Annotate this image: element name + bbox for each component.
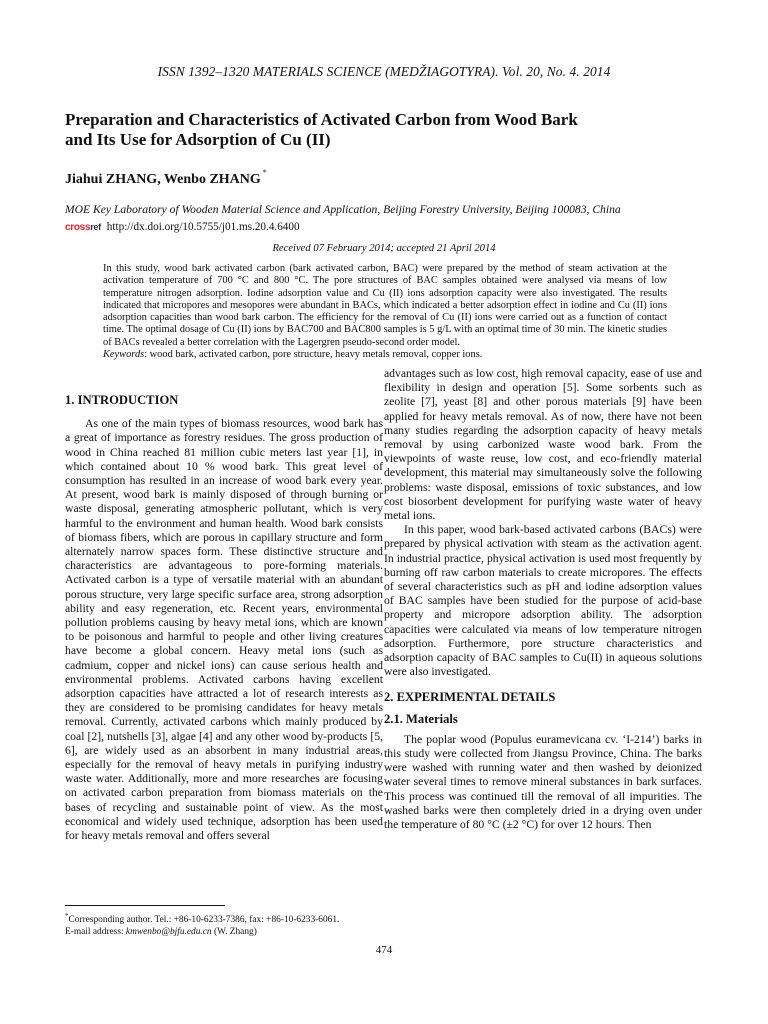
email-label: E-mail address: xyxy=(65,926,126,937)
intro-paragraph-1: As one of the main types of biomass resources, wood bark has a great of importance as forestry residues. The gross production of wood in China reached 81 million cubic meters last year [1], in which contained about 10 % wood bark. This great level of consumption has resulted in an increase of wood bark every year. At present, wood bark is mainly disposed of through burning or waste disposal, generating atmospheric pollutant, which is very harmful to the environment and human health. Wood bark consists of biomass fibers, which are porous in capillary structure and form alternately narrow spaces form. These distinctive structure and characteristics are advantageous to pore-forming materials. Activated carbon is a type of versatile material with an abundant porous structure, very large specific surface area, strong adsorption ability and easy regeneration, etc. Recent years, environmental pollution problems causing by heavy metal ions, which are known to be poisonous and harmful to people and other living creatures have become a global concern. Heavy metal ions (such as cadmium, copper and nickel ions) can cause serious health and environmental problems. Activated carbons having excellent adsorption capacities have attracted a lot of research interests as they are considered to be promising candidates for heavy metals removal. Currently, activated carbons which mainly produced by coal [2], nutshells [3], algae [4] and any other wood by-products [5, 6], are widely used as an absorbent in many industrial areas, especially for the removal of heavy metals in purifying industry waste water. Additionally, more and more researches are focusing on activated carbon preparation from biomass materials on the bases of recycling and sustainable point of view. As the most economical and widely used technique, adsorption has been used for heavy metals removal and offers several xyxy=(65,417,383,843)
email-link[interactable]: kmwenbo@bjfu.edu.cn xyxy=(125,926,212,937)
intro-paragraph-continued: advantages such as low cost, high removal capacity, ease of use and flexibility in design and operation [5]. Some sorbents such as zeolite [7], yeast [8] and other porous materials [9] have been applied for heavy metals removal. As of now, there have not been many studies regarding the adsorption capacity of heavy metals removal by using carbonized waste wood bark. From the viewpoints of waste reuse, low cost, and eco-friendly material development, this material may simultaneously solve the following problems: waste disposal, emissions of toxic substances, and low cost biosorbent development for purifying waste water of heavy metal ions. xyxy=(384,367,702,523)
section-heading-experimental: 2. EXPERIMENTAL DETAILS xyxy=(384,690,556,705)
keywords-text: : wood bark, activated carbon, pore structure, heavy metals removal, copper ions. xyxy=(144,349,483,361)
title-line-1: Preparation and Characteristics of Activated Carbon from Wood Bark xyxy=(65,110,578,129)
doi-row xyxy=(65,221,300,233)
abstract xyxy=(103,263,667,361)
materials-paragraph: The poplar wood (Populus euramevicana cv. ‘I-214’) barks in this study were collected from Jiangsu Province, China. The barks were washed with running water and then washed by deionized water several times to remove mineral substances in bark surfaces. This process was continued till the removal of all impurities. The washed barks were then completely dried in a drying oven under the temperature of 80 °C (±2 °C) for over 12 hours. Then xyxy=(384,732,702,832)
right-column xyxy=(384,367,702,832)
crossref-logo-part2: ref xyxy=(90,221,101,232)
footnote-line-1 xyxy=(65,911,395,927)
keywords-label: Keywords xyxy=(103,349,145,361)
abstract-text: In this study, wood bark activated carbon (bark activated carbon, BAC) were prepared by the method of steam activation at the activation temperature of 700 °C and 800 °C. The pore structures of BAC samples obtained were analysed via means of low temperature nitrogen adsorption. Iodine adsorption value and Cu (II) ions adsorption capacity were also investigated. The results indicated that micropores and mesopores were abundant in BACs, which indicated a better adsorption effect in iodine and Cu (II) ions adsorption capacities than wood bark carbon. The efficiency for the removal of Cu (II) ions were carried out as a function of contact time. The optimal dosage of Cu (II) ions by BAC700 and BAC800 samples is 5 g/L with an optimal time of 30 min. The kinetic studies of BACs revealed a better correlation with the Lagergren pseudo-second order model. xyxy=(103,263,667,348)
received-dates: Received 07 February 2014; accepted 21 April 2014 xyxy=(272,243,496,254)
footnote-mark: * xyxy=(65,912,69,920)
crossref-logo-part1: cross xyxy=(65,221,91,233)
email-suffix: (W. Zhang) xyxy=(211,926,257,937)
left-column xyxy=(65,393,383,843)
footnote-divider xyxy=(65,905,225,906)
footnote xyxy=(65,911,395,938)
footnote-contact: Corresponding author. Tel.: +86-10-6233-7386, fax: +86-10-6233-6061. xyxy=(68,915,340,925)
corresponding-author-mark: * xyxy=(262,168,267,177)
doi-link[interactable]: http://dx.doi.org/10.5755/j01.ms.20.4.6400 xyxy=(106,221,300,233)
footnote-line-2 xyxy=(65,927,395,939)
crossref-logo-icon[interactable] xyxy=(65,222,101,233)
title-line-2: and Its Use for Adsorption of Cu (II) xyxy=(65,130,331,149)
journal-header: ISSN 1392–1320 MATERIALS SCIENCE (MEDŽIAGOTYRA). Vol. 20, No. 4. 2014 xyxy=(157,64,611,79)
subsection-heading-materials: 2.1. Materials xyxy=(384,711,458,726)
authors-text: Jiahui ZHANG, Wenbo ZHANG xyxy=(65,172,261,187)
section-heading-introduction: 1. INTRODUCTION xyxy=(65,393,179,407)
affiliation: MOE Key Laboratory of Wooden Material Science and Application, Beijing Forestry University, Beijing 100083, China xyxy=(65,203,621,216)
page-number: 474 xyxy=(375,944,393,956)
intro-paragraph-2: In this paper, wood bark-based activated carbons (BACs) were prepared by physical activation with steam as the activation agent. In industrial practice, physical activation is used most frequently by burning off raw carbon materials to create micropores. The effects of several characteristics such as pH and iodine adsorption values of BAC samples have been studied for the purpose of acid-base property and micropore adsorption ability. The adsorption capacities were calculated via means of low temperature nitrogen adsorption. Furthermore, pore structure characteristics and adsorption capacity of BAC samples to Cu(II) in aqueous solutions were also investigated. xyxy=(384,523,702,679)
paper-title xyxy=(65,110,705,150)
author-list xyxy=(65,168,267,188)
